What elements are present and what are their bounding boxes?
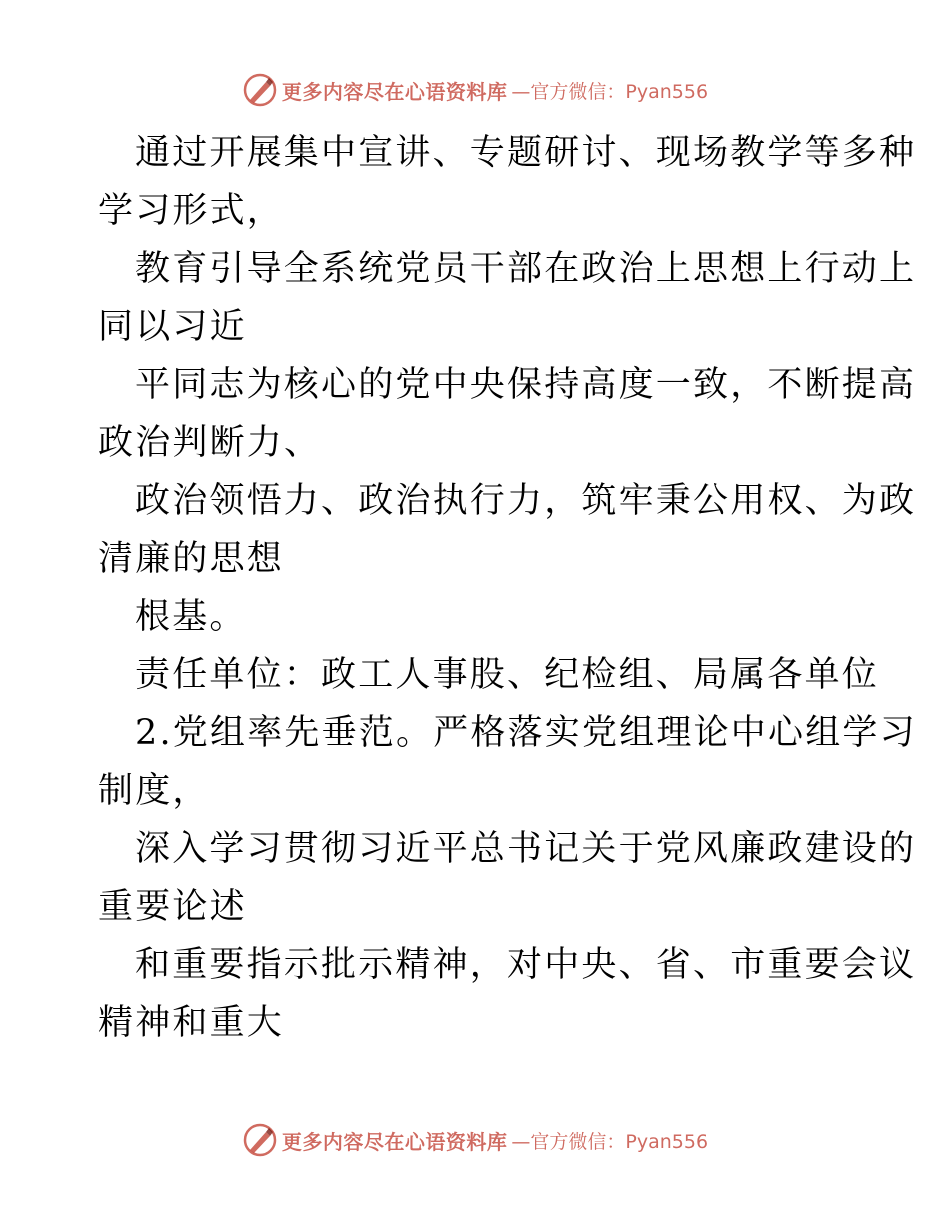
body-line: 根基。 (135, 597, 247, 637)
body-line: 制度， (98, 771, 210, 811)
watermark-text: 更多内容尽在心语资料库 (281, 1129, 508, 1154)
body-line: 政治领悟力、政治执行力，筑牢秉公用权、为政 (135, 481, 917, 521)
body-line: 2.党组率先垂范。严格落实党组理论中心组学习 (135, 713, 917, 753)
body-line: 学习形式， (98, 191, 285, 231)
watermark-suffix: —官方微信：Pyan556 (511, 80, 709, 103)
body-line: 清廉的思想 (98, 539, 285, 579)
body-line: 重要论述 (98, 887, 247, 927)
body-line: 精神和重大 (98, 1003, 285, 1043)
document-body (98, 124, 917, 1052)
watermark-suffix: —官方微信：Pyan556 (511, 1130, 709, 1153)
body-line: 责任单位：政工人事股、纪检组、局属各单位 (135, 655, 880, 695)
body-line: 平同志为核心的党中央保持高度一致，不断提高 (135, 365, 917, 405)
body-line: 深入学习贯彻习近平总书记关于党风廉政建设的 (135, 829, 917, 869)
body-line: 和重要指示批示精神，对中央、省、市重要会议 (135, 945, 917, 985)
body-line: 通过开展集中宣讲、专题研讨、现场教学等多种 (135, 133, 917, 173)
body-line: 政治判断力、 (98, 423, 322, 463)
pen-logo-icon (242, 1122, 278, 1158)
footer-watermark (0, 1120, 950, 1160)
body-line: 同以习近 (98, 307, 247, 347)
header-watermark (0, 70, 950, 110)
pen-logo-icon (242, 72, 278, 108)
watermark-text: 更多内容尽在心语资料库 (281, 79, 508, 104)
body-line: 教育引导全系统党员干部在政治上思想上行动上 (135, 249, 917, 289)
